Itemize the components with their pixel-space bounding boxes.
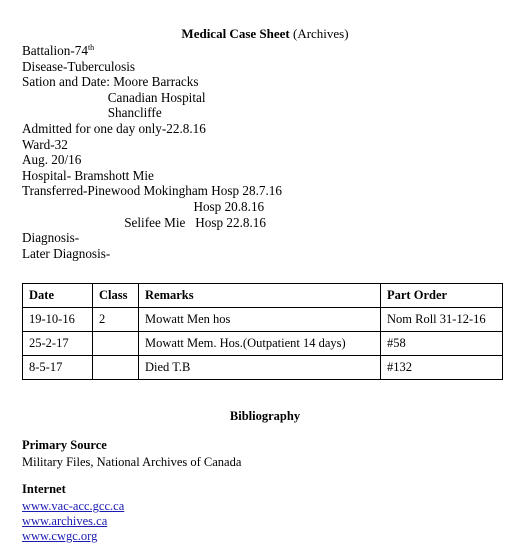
table-row xyxy=(23,308,503,332)
cell-part-order: #132 xyxy=(381,356,503,380)
primary-source-text: Military Files, National Archives of Canada xyxy=(22,455,242,469)
cell-date: 25-2-17 xyxy=(23,332,93,356)
battalion-superscript: th xyxy=(87,43,95,52)
cell-class: 2 xyxy=(93,308,139,332)
station-place-line: Shancliffe xyxy=(22,105,162,121)
case-record-table xyxy=(22,283,503,380)
internet-heading: Internet xyxy=(22,482,66,496)
cell-remarks: Died T.B xyxy=(139,356,381,380)
battalion-line xyxy=(22,43,512,59)
bibliography-title: Bibliography xyxy=(229,409,301,423)
header-class: Class xyxy=(93,284,139,308)
table-row xyxy=(23,356,503,380)
cell-remarks: Mowatt Mem. Hos.(Outpatient 14 days) xyxy=(139,332,381,356)
document-title xyxy=(0,26,530,42)
header-remarks: Remarks xyxy=(139,284,381,308)
link-vac[interactable]: www.vac-acc.gcc.ca xyxy=(22,499,125,513)
transferred-line: Transferred-Pinewood Mokingham Hosp 28.7.16 xyxy=(22,183,282,199)
cell-part-order: #58 xyxy=(381,332,503,356)
title-main: Medical Case Sheet xyxy=(181,26,290,41)
title-suffix: (Archives) xyxy=(292,26,349,41)
table-header-row xyxy=(23,284,503,308)
station-hospital-line: Canadian Hospital xyxy=(22,89,206,105)
date-line: Aug. 20/16 xyxy=(22,152,82,168)
link-cwgc[interactable]: www.cwgc.org xyxy=(22,529,98,543)
link-archives[interactable]: www.archives.ca xyxy=(22,514,108,528)
cell-part-order: Nom Roll 31-12-16 xyxy=(381,308,503,332)
case-details xyxy=(22,43,512,261)
cell-class xyxy=(93,356,139,380)
transferred-line-2: Hosp 20.8.16 xyxy=(22,198,265,214)
station-line: Sation and Date: Moore Barracks xyxy=(22,74,199,90)
internet-links xyxy=(22,499,124,544)
hospital-line: Hospital- Bramshott Mie xyxy=(22,167,154,183)
table-row xyxy=(23,332,503,356)
disease-line: Disease-Tuberculosis xyxy=(22,58,136,74)
later-diagnosis-line: Later Diagnosis- xyxy=(22,245,111,261)
header-date: Date xyxy=(23,284,93,308)
battalion-text: Battalion-74 xyxy=(22,43,88,58)
admitted-line: Admitted for one day only-22.8.16 xyxy=(22,120,206,136)
primary-source-heading: Primary Source xyxy=(22,438,107,452)
ward-line: Ward-32 xyxy=(22,136,68,152)
cell-remarks: Mowatt Men hos xyxy=(139,308,381,332)
cell-date: 19-10-16 xyxy=(23,308,93,332)
header-part-order: Part Order xyxy=(381,284,503,308)
cell-date: 8-5-17 xyxy=(23,356,93,380)
diagnosis-line: Diagnosis- xyxy=(22,230,80,246)
cell-class xyxy=(93,332,139,356)
transferred-line-3: Selifee Mie Hosp 22.8.16 xyxy=(22,214,266,230)
